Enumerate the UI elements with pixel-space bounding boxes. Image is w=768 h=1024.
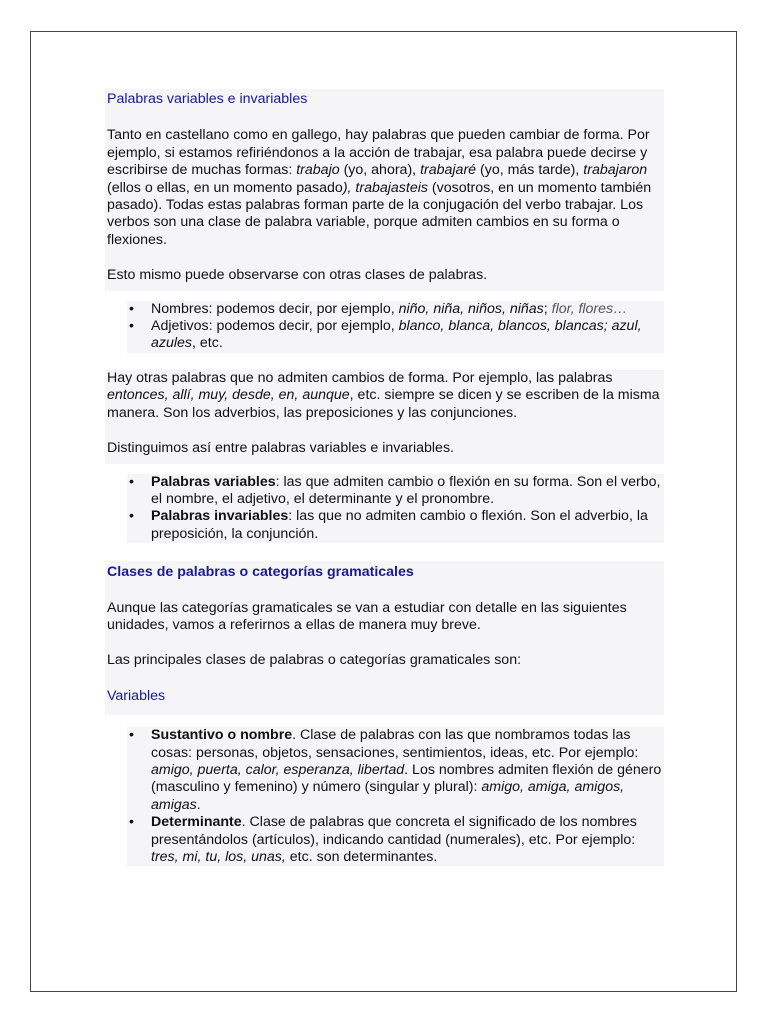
section-heading-categorias: Clases de palabras o categorías gramaticales <box>107 564 414 581</box>
list-variable-invariable <box>127 474 664 544</box>
subheading-variables: Variables <box>107 687 166 704</box>
list-item: • Sustantivo o nombre. Clase de palabras con las que nombramos todas las cosas: personas, objetos, sensaciones, sentimientos, ideas, etc. Por ejemplo: amigo, puerta, calor, esperanza, libertad. Los nombres admiten flexión de género (masculino y femenino) y número (singular y plural): amigo, amiga, amigos, amigas. <box>151 727 662 814</box>
section-categories-block <box>105 561 664 715</box>
list-item: • Nombres: podemos decir, por ejemplo, niño, niña, niños, niñas; flor, flores… <box>151 301 662 318</box>
invariables-block <box>105 370 664 464</box>
paragraph-distinguish: Distinguimos así entre palabras variables e invariables. <box>107 440 454 457</box>
document-content <box>105 89 664 866</box>
list-variable-examples <box>127 301 664 353</box>
paragraph-categorias-intro: Aunque las categorías gramaticales se van a estudiar con detalle en las siguientes unidades, vamos a referirnos a ellas de manera muy breve. <box>107 599 627 633</box>
section-variables-block <box>105 89 664 291</box>
paragraph-intro: Tanto en castellano como en gallego, hay palabras que pueden cambiar de forma. Por ejemplo, si estamos refiriéndonos a la acción de trabajar, esa palabra puede decirse y escribirse de muchas formas: trabajo (yo, ahora), trabajaré (yo, más tarde), trabajaron (ellos o ellas, en un momento pasado), trabajasteis (vosotros, en un momento también pasado). Todas estas palabras forman parte de la conjugación del verbo trabajar. Los verbos son una clase de palabra variable, porque admiten cambios en su forma o flexiones. <box>107 127 652 248</box>
paragraph-principales: Las principales clases de palabras o categorías gramaticales son: <box>107 652 522 669</box>
paragraph-other-classes: Esto mismo puede observarse con otras clases de palabras. <box>107 267 488 284</box>
list-item: • Determinante. Clase de palabras que concreta el significado de los nombres presentándolos (artículos), indicando cantidad (numerales), etc. Por ejemplo: tres, mi, tu, los, unas, etc. son determinantes. <box>151 814 662 866</box>
list-item: • Palabras variables: las que admiten cambio o flexión en su forma. Son el verbo, el nombre, el adjetivo, el determinante y el pronombre. <box>151 474 662 509</box>
list-item: • Palabras invariables: las que no admiten cambio o flexión. Son el adverbio, la preposición, la conjunción. <box>151 508 662 543</box>
section-heading-variables-invariables: Palabras variables e invariables <box>107 91 308 107</box>
list-item: • Adjetivos: podemos decir, por ejemplo, blanco, blanca, blancos, blancas; azul, azules, etc. <box>151 318 662 353</box>
paragraph-invariables: Hay otras palabras que no admiten cambios de forma. Por ejemplo, las palabras entonces, allí, muy, desde, en, aunque, etc. siempre se dicen y se escriben de la misma manera. Son los adverbios, las preposiciones y las conjunciones. <box>107 369 660 421</box>
list-categorias-variables <box>127 727 664 866</box>
